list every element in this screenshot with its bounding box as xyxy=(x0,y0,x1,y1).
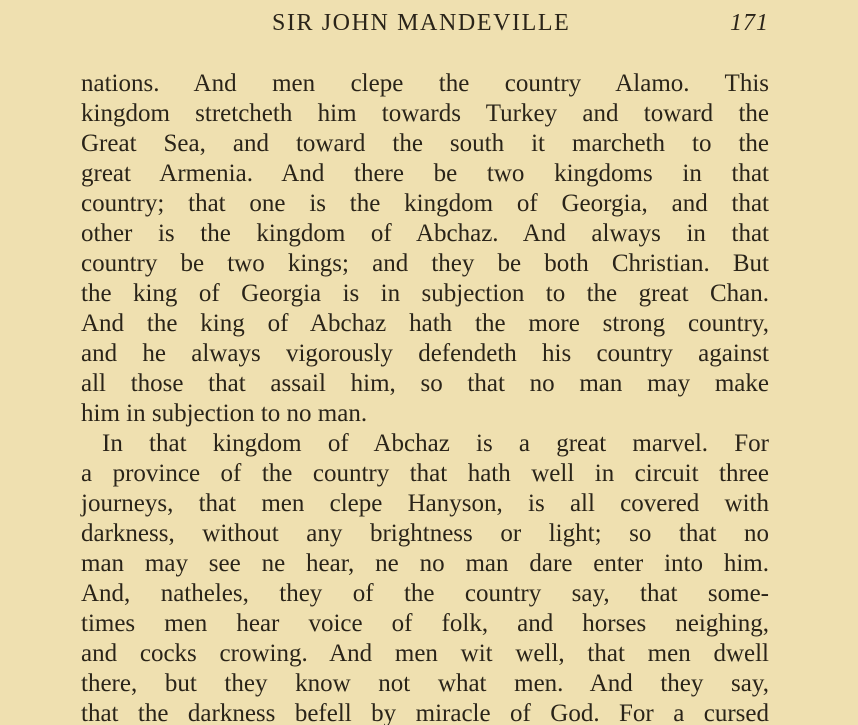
text-line: man may see ne hear, ne no man dare enter into him. xyxy=(81,550,769,577)
text-line: nations. And men clepe the country Alamo. This xyxy=(81,70,769,97)
text-line: times men hear voice of folk, and horses neighing, xyxy=(81,610,769,637)
text-line: there, but they know not what men. And they say, xyxy=(81,670,769,697)
text-line: kingdom stretcheth him towards Turkey and toward the xyxy=(81,100,769,127)
text-line: other is the kingdom of Abchaz. And always in that xyxy=(81,220,769,247)
text-line: great Armenia. And there be two kingdoms in that xyxy=(81,160,769,187)
text-line: journeys, that men clepe Hanyson, is all covered with xyxy=(81,490,769,517)
text-line: the king of Georgia is in subjection to the great Chan. xyxy=(81,280,769,307)
text-line: a province of the country that hath well in circuit three xyxy=(81,460,769,487)
page-header xyxy=(0,10,858,44)
text-line: and cocks crowing. And men wit well, that men dwell xyxy=(81,640,769,667)
body-text xyxy=(81,69,769,725)
text-line: And the king of Abchaz hath the more strong country, xyxy=(81,310,769,337)
page-number: 171 xyxy=(730,10,769,36)
text-line: Great Sea, and toward the south it marcheth to the xyxy=(81,130,769,157)
text-line: all those that assail him, so that no man may make xyxy=(81,370,769,397)
text-line: that the darkness befell by miracle of God. For a cursed xyxy=(81,700,769,725)
text-line: and he always vigorously defendeth his country against xyxy=(81,340,769,367)
paragraph-first-line: In that kingdom of Abchaz is a great marvel. For xyxy=(102,430,769,457)
text-line: country be two kings; and they be both Christian. But xyxy=(81,250,769,277)
running-title: SIR JOHN MANDEVILLE xyxy=(272,10,571,36)
text-line: country; that one is the kingdom of Georgia, and that xyxy=(81,190,769,217)
text-line: darkness, without any brightness or light; so that no xyxy=(81,520,769,547)
paragraph-end-line: him in subjection to no man. xyxy=(81,400,368,427)
text-line: And, natheles, they of the country say, that some- xyxy=(81,580,769,607)
